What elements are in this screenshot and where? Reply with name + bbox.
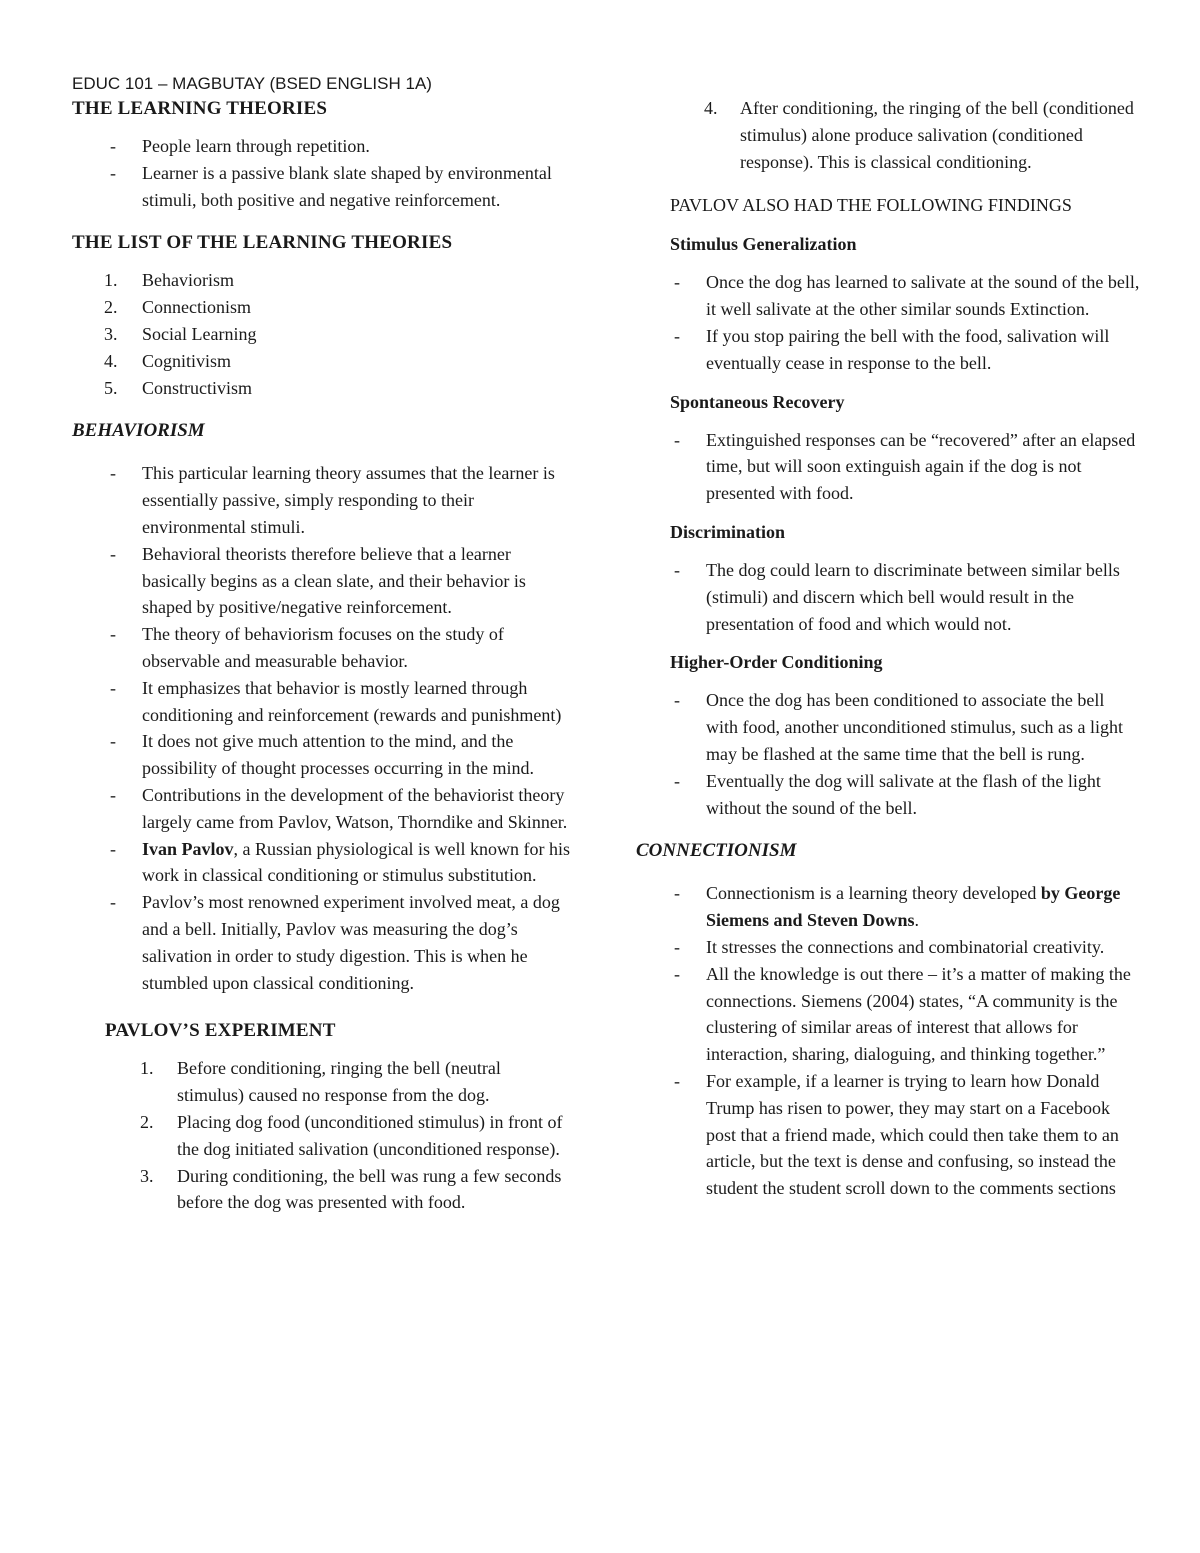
list-item: - Connectionism is a learning theory developed by George Siemens and Steven Downs. [674, 883, 1121, 931]
generalization-title: Stimulus Generalization [670, 234, 857, 255]
list-item: - This particular learning theory assumes that the learner is essentially passive, simply responding to their environmental stimuli. [110, 463, 555, 537]
theories-list [72, 267, 572, 401]
experiment-title: PAVLOV’S EXPERIMENT [105, 1020, 336, 1042]
list-item: - Contributions in the development of the behaviorist theory largely came from Pavlov, Watson, Thorndike and Skinner. [110, 784, 568, 832]
list-item: - If you stop pairing the bell with the food, salivation will eventually cease in response to the bell. [674, 325, 1110, 373]
list-item: - Ivan Pavlov, a Russian physiological is well known for his work in classical conditioning or stimulus substitution. [110, 838, 570, 886]
course-header: EDUC 101 – MAGBUTAY (BSED ENGLISH 1A) [72, 74, 432, 93]
experiment-steps [72, 1055, 572, 1216]
list-item: 3. During conditioning, the bell was rung a few seconds before the dog was presented with food. [140, 1165, 562, 1213]
list-item: - It stresses the connections and combinatorial creativity. [674, 936, 1105, 957]
list-item: - It does not give much attention to the mind, and the possibility of thought processes occurring in the mind. [110, 731, 534, 779]
list-item: - For example, if a learner is trying to learn how Donald Trump has risen to power, they may start on a Facebook post that a friend made, which could then take them to an article, but the text is dense and confusing, so instead the student the student scroll down to the comments sections [674, 1070, 1119, 1199]
recovery-list [670, 427, 1140, 507]
learning-theories-title: THE LEARNING THEORIES [72, 98, 328, 119]
list-item: 2. Placing dog food (unconditioned stimulus) in front of the dog initiated salivation (unconditioned response). [140, 1111, 563, 1159]
list-item: - The theory of behaviorism focuses on the study of observable and measurable behavior. [110, 624, 504, 671]
list-item: 1. Behaviorism [104, 270, 234, 291]
behaviorism-title: BEHAVIORISM [72, 420, 205, 442]
list-item: - Pavlov’s most renowned experiment involved meat, a dog and a bell. Initially, Pavlov was measuring the dog’s salivation in order to study digestion. This is when he stumbled upon classical conditioning. [110, 892, 560, 993]
list-item: 5. Constructivism [104, 377, 253, 398]
list-item: 1. Before conditioning, ringing the bell (neutral stimulus) caused no response from the dog. [140, 1058, 501, 1106]
list-item: - It emphasizes that behavior is mostly learned through conditioning and reinforcement (rewards and punishment) [110, 677, 562, 725]
discrimination-list [670, 557, 1140, 637]
list-item: - The dog could learn to discriminate between similar bells (stimuli) and discern which bell would result in the presentation of food and which would not. [674, 559, 1120, 634]
intro-list [72, 133, 572, 213]
right-column [636, 95, 1140, 1202]
connectionism-authors: by George Siemens and Steven Downs [706, 883, 1121, 931]
behaviorism-list [72, 460, 572, 996]
list-item: 2. Connectionism [104, 297, 251, 318]
connectionism-list [670, 880, 1140, 1202]
list-item: - All the knowledge is out there – it’s a matter of making the connections. Siemens (2004) states, “A community is the clustering of similar areas of interest that allows for interaction, sharing, dialoguing, and thinking together.” [674, 963, 1131, 1065]
list-item: - Eventually the dog will salivate at the flash of the light without the sound of the bell. [674, 770, 1101, 818]
list-item: 4. Cognitivism [104, 350, 232, 371]
generalization-list [670, 269, 1140, 376]
higher-order-list [670, 687, 1140, 821]
left-column [72, 72, 572, 1216]
list-item: 4. After conditioning, the ringing of the bell (conditioned stimulus) alone produce salivation (conditioned response). This is classical conditioning. [704, 98, 1134, 172]
experiment-step-4 [670, 95, 1140, 175]
list-item: - Once the dog has learned to salivate at the sound of the bell, it well salivate at the other similar sounds Extinction. [674, 272, 1140, 320]
list-item: - Once the dog has been conditioned to associate the bell with food, another unconditioned stimulus, such as a light may be flashed at the same time that the bell is rung. [674, 690, 1123, 764]
theories-list-title: THE LIST OF THE LEARNING THEORIES [72, 232, 453, 254]
list-item: - Behavioral theorists therefore believe that a learner basically begins as a clean slate, and their behavior is shaped by positive/negative reinforcement. [110, 543, 526, 618]
list-item: - People learn through repetition. [110, 136, 370, 156]
recovery-title: Spontaneous Recovery [670, 391, 845, 412]
discrimination-title: Discrimination [670, 521, 785, 542]
connectionism-title: CONNECTIONISM [636, 840, 797, 862]
list-item: 3. Social Learning [104, 323, 257, 344]
findings-intro: PAVLOV ALSO HAD THE FOLLOWING FINDINGS [670, 195, 1072, 216]
list-item: - Extinguished responses can be “recovered” after an elapsed time, but will soon extinguish again if the dog is not presented with food. [674, 429, 1136, 504]
pavlov-name: Ivan Pavlov [142, 838, 234, 859]
list-item: - Learner is a passive blank slate shaped by environmental stimuli, both positive and negative reinforcement. [110, 162, 552, 210]
higher-order-title: Higher-Order Conditioning [670, 652, 883, 673]
